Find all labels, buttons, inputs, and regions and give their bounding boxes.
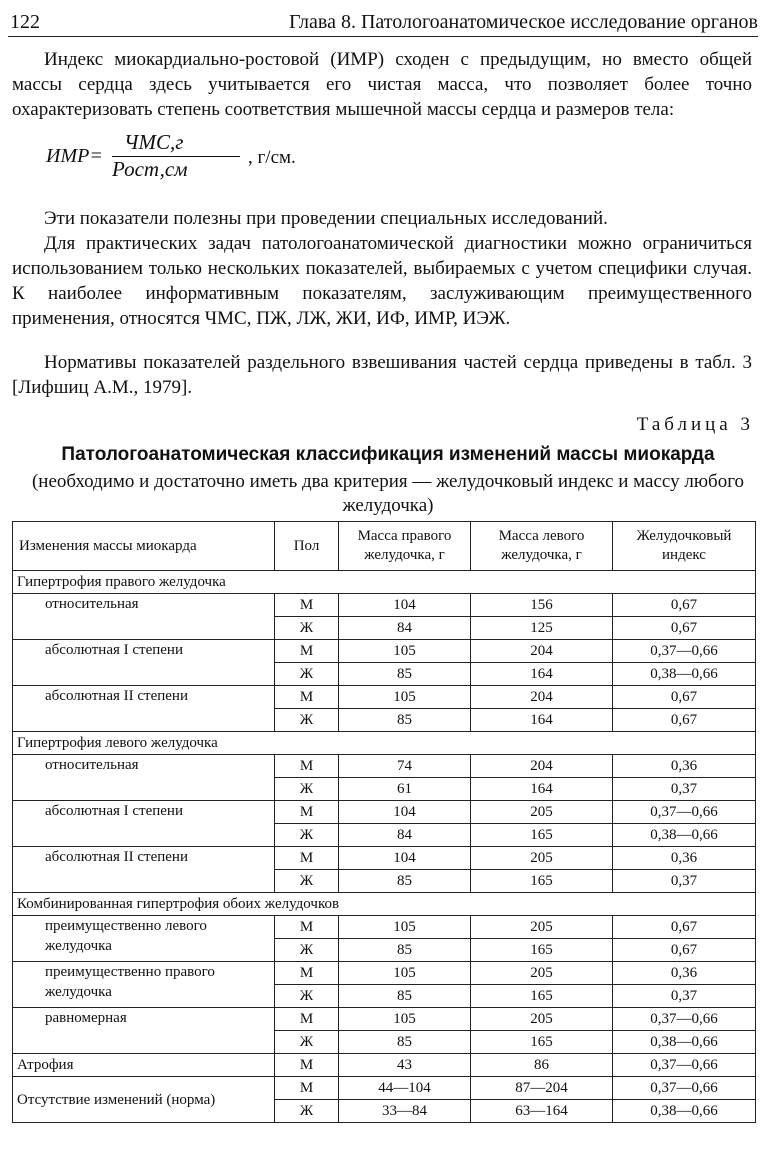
paragraph-special: Эти показатели полезны при проведении специальных исследований. [44, 208, 608, 229]
sex-cell: Ж [275, 985, 339, 1008]
subgroup-label: преимущественно правого желудочка [13, 962, 275, 1008]
ventricular-index-cell: 0,37—0,66 [613, 640, 756, 663]
col-header-index: Желудочковый индекс [613, 522, 756, 571]
right-mass-cell: 84 [339, 824, 471, 847]
atrophy-row [13, 1054, 756, 1077]
ventricular-index-cell: 0,37 [613, 870, 756, 893]
ventricular-index-cell: 0,37 [613, 778, 756, 801]
left-mass-cell: 205 [471, 916, 613, 939]
left-mass-cell: 164 [471, 778, 613, 801]
sex-cell: М [275, 962, 339, 985]
sex-cell: М [275, 1008, 339, 1031]
subgroup-label: абсолютная I степени [13, 801, 275, 847]
left-mass-cell: 165 [471, 870, 613, 893]
col-header-left-mass: Масса левого желудочка, г [471, 522, 613, 571]
table-row [13, 847, 756, 870]
sex-cell: Ж [275, 1100, 339, 1123]
norm-label: Отсутствие изменений (норма) [13, 1077, 275, 1123]
ventricular-index-cell: 0,37 [613, 985, 756, 1008]
group-row [13, 732, 756, 755]
right-mass-cell: 105 [339, 962, 471, 985]
intro-paragraph: Индекс миокардиально-ростовой (ИМР) сходен с предыдущим, но вместо общей массы сердца здесь учитывается его чистая масса, что позволяет более точно охарактеризовать степень соответствия мышечной массы сердца и размеров тела: [12, 49, 752, 120]
myocardium-mass-table [12, 521, 756, 1123]
sex-cell: М [275, 755, 339, 778]
group-title: Комбинированная гипертрофия обоих желудочков [13, 893, 756, 916]
table-row [13, 640, 756, 663]
ventricular-index-cell: 0,37—0,66 [613, 1054, 756, 1077]
subgroup-label: абсолютная II степени [13, 847, 275, 893]
col-header-change: Изменения массы миокарда [13, 522, 275, 571]
sex-cell: Ж [275, 617, 339, 640]
left-mass-cell: 164 [471, 709, 613, 732]
group-title: Гипертрофия правого желудочка [13, 571, 756, 594]
sex-cell: М [275, 847, 339, 870]
table-title: Патологоанатомическая классификация изменений массы миокарда [61, 444, 715, 465]
ventricular-index-cell: 0,67 [613, 939, 756, 962]
group-row [13, 893, 756, 916]
right-mass-cell: 85 [339, 663, 471, 686]
left-mass-cell: 165 [471, 985, 613, 1008]
ventricular-index-cell: 0,67 [613, 916, 756, 939]
left-mass-cell: 63—164 [471, 1100, 613, 1123]
subgroup-label: относительная [13, 755, 275, 801]
sex-cell: М [275, 1054, 339, 1077]
group-row [13, 571, 756, 594]
left-mass-cell: 164 [471, 663, 613, 686]
page-number: 122 [10, 11, 40, 33]
left-mass-cell: 205 [471, 1008, 613, 1031]
right-mass-cell: 105 [339, 640, 471, 663]
subgroup-label: абсолютная I степени [13, 640, 275, 686]
right-mass-cell: 85 [339, 985, 471, 1008]
ventricular-index-cell: 0,67 [613, 686, 756, 709]
sex-cell: Ж [275, 663, 339, 686]
right-mass-cell: 104 [339, 801, 471, 824]
left-mass-cell: 204 [471, 755, 613, 778]
ventricular-index-cell: 0,67 [613, 709, 756, 732]
formula-unit: , г/см. [248, 147, 296, 168]
col-header-right-mass: Масса правого желудочка, г [339, 522, 471, 571]
left-mass-cell: 87—204 [471, 1077, 613, 1100]
subgroup-label: преимущественно левого желудочка [13, 916, 275, 962]
ventricular-index-cell: 0,67 [613, 594, 756, 617]
running-head: Глава 8. Патологоанатомическое исследование органов [289, 11, 758, 33]
table-row [13, 1008, 756, 1031]
sex-cell: Ж [275, 870, 339, 893]
table-label: Таблица 3 [636, 414, 754, 435]
right-mass-cell: 43 [339, 1054, 471, 1077]
ventricular-index-cell: 0,36 [613, 847, 756, 870]
subgroup-label: абсолютная II степени [13, 686, 275, 732]
sex-cell: Ж [275, 778, 339, 801]
left-mass-cell: 165 [471, 939, 613, 962]
norm-row [13, 1077, 756, 1100]
table-body [13, 571, 756, 1123]
right-mass-cell: 33—84 [339, 1100, 471, 1123]
formula-denominator: Рост,см [112, 157, 188, 181]
paragraph-practical: Для практических задач патологоанатомической диагностики можно ограничиться использованием только нескольких показателей, выбираемых с учетом специфики случая. К наиболее информативным показателям, заслуживающим преимущественного применения, относятся ЧМС, ПЖ, ЛЖ, ЖИ, ИФ, ИМР, ИЭЖ. [12, 233, 752, 329]
sex-cell: Ж [275, 939, 339, 962]
sex-cell: М [275, 1077, 339, 1100]
sex-cell: Ж [275, 824, 339, 847]
right-mass-cell: 44—104 [339, 1077, 471, 1100]
right-mass-cell: 85 [339, 709, 471, 732]
sex-cell: М [275, 916, 339, 939]
left-mass-cell: 86 [471, 1054, 613, 1077]
right-mass-cell: 105 [339, 1008, 471, 1031]
right-mass-cell: 61 [339, 778, 471, 801]
left-mass-cell: 205 [471, 847, 613, 870]
ventricular-index-cell: 0,38—0,66 [613, 1031, 756, 1054]
atrophy-label: Атрофия [13, 1054, 275, 1077]
right-mass-cell: 105 [339, 686, 471, 709]
ventricular-index-cell: 0,37—0,66 [613, 1008, 756, 1031]
formula-lhs: ИМР= [46, 145, 103, 167]
ventricular-index-cell: 0,38—0,66 [613, 824, 756, 847]
table-row [13, 916, 756, 939]
table-row [13, 594, 756, 617]
subgroup-label: относительная [13, 594, 275, 640]
left-mass-cell: 156 [471, 594, 613, 617]
table-subtitle: (необходимо и достаточно иметь два критерия — желудочковый индекс и массу любого желудочка) [31, 471, 745, 516]
left-mass-cell: 165 [471, 1031, 613, 1054]
right-mass-cell: 85 [339, 939, 471, 962]
left-mass-cell: 205 [471, 801, 613, 824]
sex-cell: Ж [275, 1031, 339, 1054]
sex-cell: М [275, 594, 339, 617]
left-mass-cell: 204 [471, 640, 613, 663]
sex-cell: Ж [275, 709, 339, 732]
sex-cell: М [275, 640, 339, 663]
ventricular-index-cell: 0,67 [613, 617, 756, 640]
right-mass-cell: 105 [339, 916, 471, 939]
left-mass-cell: 165 [471, 824, 613, 847]
right-mass-cell: 85 [339, 1031, 471, 1054]
paragraph-norms: Нормативы показателей раздельного взвешивания частей сердца приведены в табл. 3 [Лифшиц А.М., 1979]. [12, 352, 752, 398]
right-mass-cell: 84 [339, 617, 471, 640]
right-mass-cell: 85 [339, 870, 471, 893]
formula-fraction [112, 130, 252, 182]
left-mass-cell: 125 [471, 617, 613, 640]
table-row [13, 801, 756, 824]
right-mass-cell: 74 [339, 755, 471, 778]
table-row [13, 686, 756, 709]
ventricular-index-cell: 0,37—0,66 [613, 801, 756, 824]
group-title: Гипертрофия левого желудочка [13, 732, 756, 755]
sex-cell: М [275, 801, 339, 824]
formula-numerator: ЧМС,г [124, 130, 184, 154]
ventricular-index-cell: 0,36 [613, 962, 756, 985]
right-mass-cell: 104 [339, 847, 471, 870]
ventricular-index-cell: 0,36 [613, 755, 756, 778]
table-header-row [13, 522, 756, 571]
right-mass-cell: 104 [339, 594, 471, 617]
ventricular-index-cell: 0,38—0,66 [613, 663, 756, 686]
ventricular-index-cell: 0,37—0,66 [613, 1077, 756, 1100]
left-mass-cell: 204 [471, 686, 613, 709]
left-mass-cell: 205 [471, 962, 613, 985]
table-row [13, 962, 756, 985]
table-row [13, 755, 756, 778]
page-header [8, 8, 758, 37]
ventricular-index-cell: 0,38—0,66 [613, 1100, 756, 1123]
imr-formula [46, 130, 446, 182]
subgroup-label: равномерная [13, 1008, 275, 1054]
col-header-sex: Пол [275, 522, 339, 571]
sex-cell: М [275, 686, 339, 709]
